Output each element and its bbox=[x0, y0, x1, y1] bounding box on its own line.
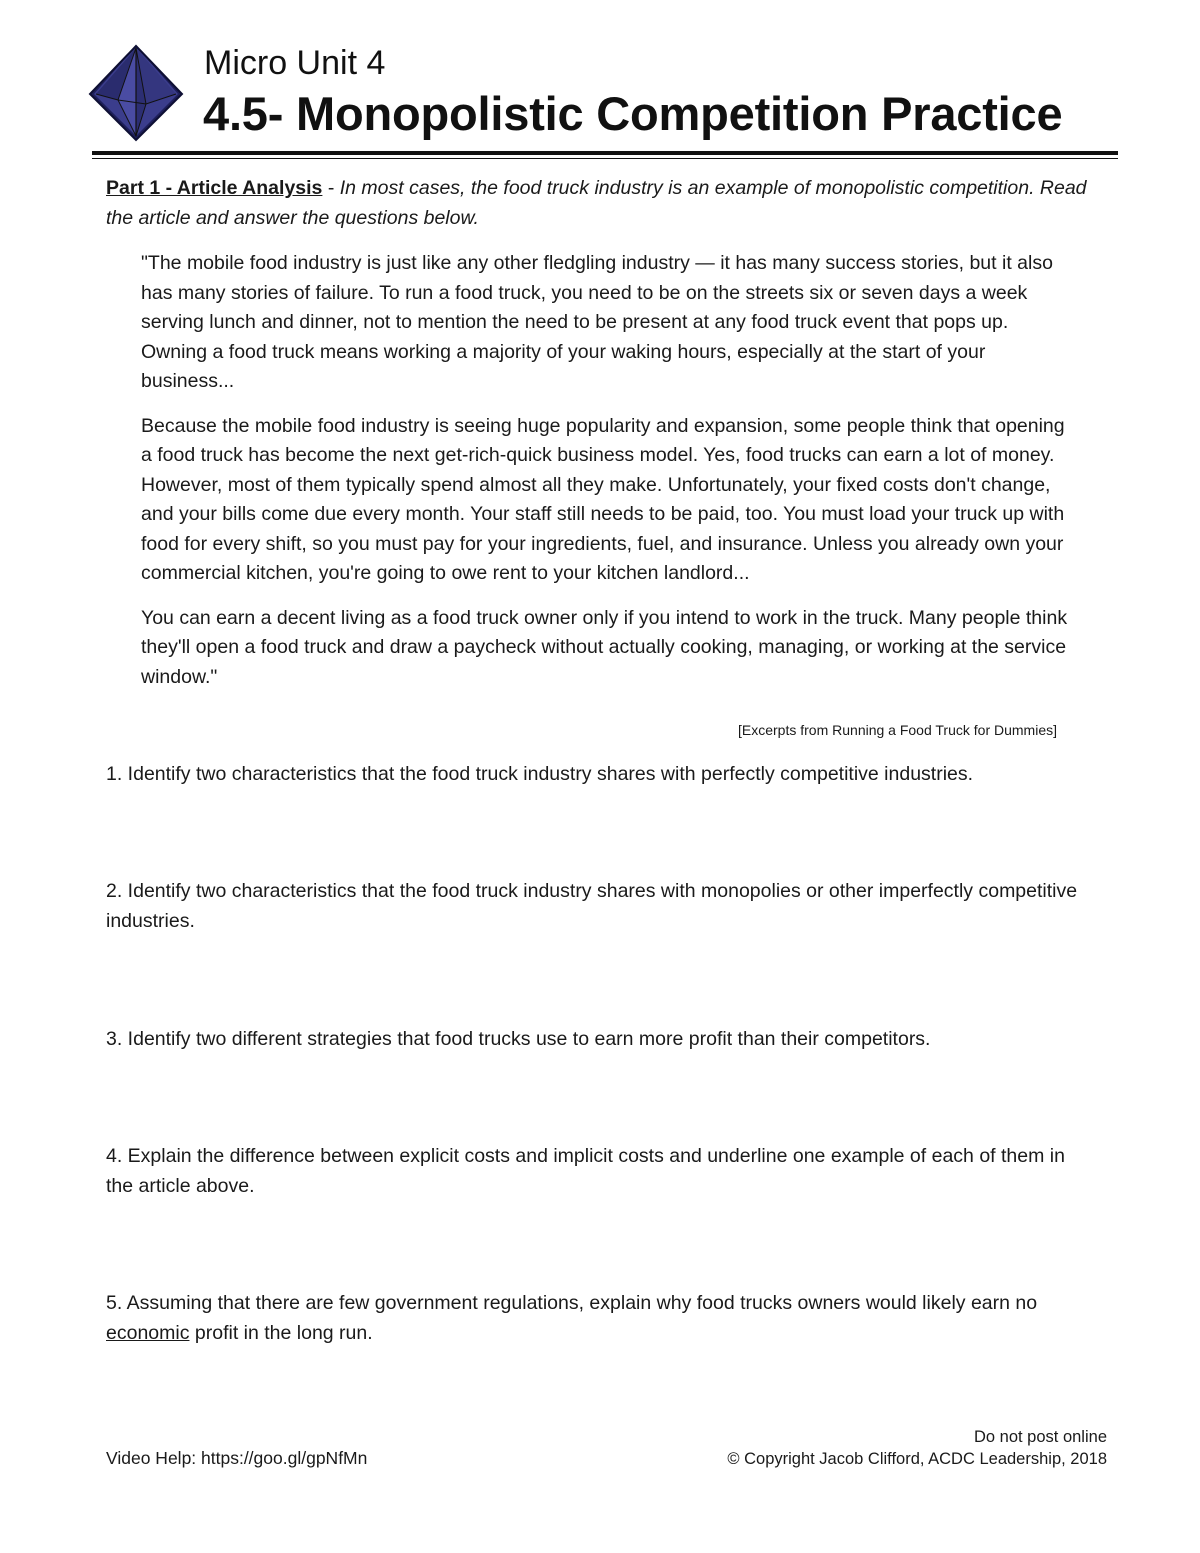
part1-heading: Part 1 - Article Analysis bbox=[106, 177, 323, 199]
article-paragraph: "The mobile food industry is just like any other fledgling industry — it has many success stories, but it also has many stories of failure. To run a food truck, you need to be on the streets six or seven days a week serving lunch and dinner, not to mention the need to be present at any food truck event that pops up. Owning a food truck means working a majority of your waking hours, especially at the start of your business... bbox=[141, 252, 1053, 392]
question-5-underlined-word: economic bbox=[106, 1322, 190, 1344]
part1-instructions: In most cases, the food truck industry is an example of monopolistic competition. Read the article and answer the questions below. bbox=[106, 177, 1087, 229]
question-5-text-end: profit in the long run. bbox=[189, 1322, 373, 1344]
part1-separator: - bbox=[322, 177, 340, 199]
article-citation: [Excerpts from Running a Food Truck for Dummies] bbox=[738, 722, 1057, 738]
question-5-text: 5. Assuming that there are few government regulations, explain why food trucks owners would likely earn no bbox=[106, 1292, 1038, 1314]
article-paragraph: Because the mobile food industry is seeing huge popularity and expansion, some people think that opening a food truck has become the next get-rich-quick business model. Yes, food trucks can earn a lot of money. However, most of them typically spend almost all they make. Unfortunately, your fixed costs don't change, and your bills come due every month. Your staff still needs to be paid, too. You must load your truck up with food for every shift, so you must pay for your ingredients, fuel, and insurance. Unless you already own your commercial kitchen, you're going to owe rent to your kitchen landlord... bbox=[141, 414, 1065, 584]
unit-subtitle: Micro Unit 4 bbox=[204, 44, 386, 82]
header-rule-thick bbox=[92, 151, 1118, 155]
part1-intro bbox=[106, 174, 1106, 233]
footer-copyright-block bbox=[727, 1426, 1107, 1470]
question-3: 3. Identify two different strategies that food trucks use to earn more profit than their competitors. bbox=[106, 1028, 931, 1050]
video-help-link[interactable]: Video Help: https://goo.gl/gpNfMn bbox=[106, 1448, 368, 1468]
page-title: 4.5- Monopolistic Competition Practice bbox=[203, 87, 1063, 140]
question-5 bbox=[106, 1288, 1096, 1348]
pyramid-logo-icon bbox=[88, 44, 184, 142]
header-rule-thin bbox=[92, 158, 1118, 159]
do-not-post-notice: Do not post online bbox=[973, 1428, 1107, 1446]
article-paragraph: You can earn a decent living as a food truck owner only if you intend to work in the truck. Many people think they'll open a food truck and draw a paycheck without actually cooking, managing, or working at the service window." bbox=[141, 606, 1068, 688]
question-1: 1. Identify two characteristics that the food truck industry shares with perfectly competitive industries. bbox=[106, 763, 974, 785]
article-quote bbox=[141, 249, 1071, 707]
question-2: 2. Identify two characteristics that the food truck industry shares with monopolies or other imperfectly competitive industries. bbox=[106, 880, 1078, 932]
acdc-logo bbox=[88, 44, 184, 142]
question-4: 4. Explain the difference between explicit costs and implicit costs and underline one example of each of them in the article above. bbox=[106, 1145, 1065, 1197]
copyright-notice: © Copyright Jacob Clifford, ACDC Leadership, 2018 bbox=[727, 1450, 1107, 1468]
